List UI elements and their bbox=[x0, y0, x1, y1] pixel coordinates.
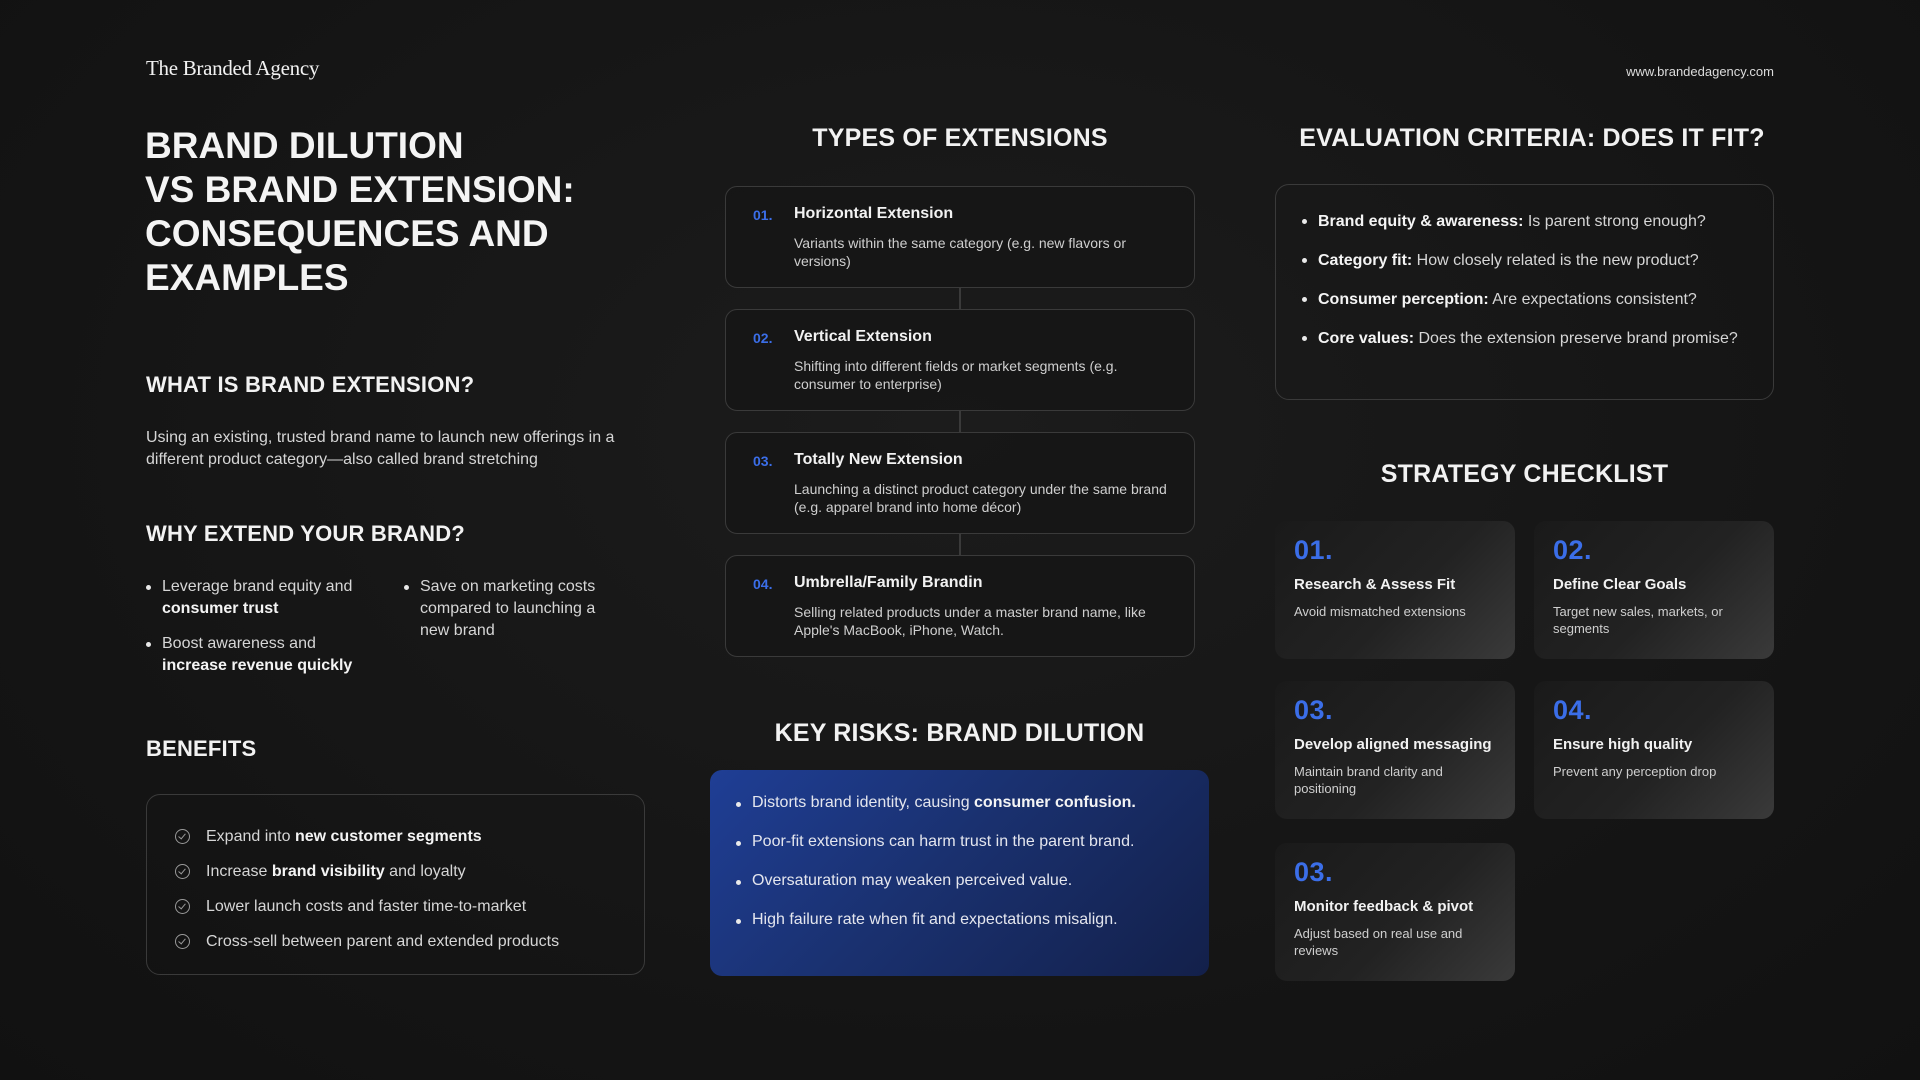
step-desc: Target new sales, markets, or segments bbox=[1553, 604, 1723, 636]
extension-card-horizontal bbox=[725, 186, 1195, 288]
list-item: Save on marketing costs compared to launching a new brand bbox=[404, 576, 624, 642]
list-item: Distorts brand identity, causing consumer confusion. bbox=[736, 794, 1209, 833]
extension-title: Totally New Extension bbox=[794, 451, 963, 468]
checklist-heading: STRATEGY CHECKLIST bbox=[1380, 460, 1669, 488]
step-desc: Adjust based on real use and reviews bbox=[1294, 926, 1463, 958]
checklist-card bbox=[1534, 681, 1774, 819]
check-circle-icon bbox=[175, 934, 190, 949]
list-item: Poor-fit extensions can harm trust in the parent brand. bbox=[736, 833, 1209, 872]
checklist-card bbox=[1275, 521, 1515, 659]
list-item: Oversaturation may weaken perceived value. bbox=[736, 872, 1209, 911]
benefit-item: Increase brand visibility and loyalty bbox=[175, 854, 644, 889]
what-body: Using an existing, trusted brand name to launch new offerings in a different product category—also called brand stretching bbox=[146, 429, 615, 468]
title-line: CONSEQUENCES AND bbox=[145, 213, 549, 254]
check-circle-icon bbox=[175, 899, 190, 914]
step-number: 02. bbox=[1553, 535, 1593, 565]
benefit-item: Expand into new customer segments bbox=[175, 819, 644, 854]
list-item: Brand equity & awareness: Is parent strong enough? bbox=[1302, 211, 1743, 233]
extension-card-umbrella bbox=[725, 555, 1195, 657]
extension-number: 01. bbox=[753, 207, 773, 223]
risks-box bbox=[710, 770, 1209, 976]
extension-title: Umbrella/Family Brandin bbox=[794, 574, 983, 591]
brand-logo: The Branded Agency bbox=[146, 56, 320, 80]
step-desc: Maintain brand clarity and positioning bbox=[1294, 764, 1443, 796]
card-connector bbox=[959, 288, 961, 309]
evaluation-heading: EVALUATION CRITERIA: DOES IT FIT? bbox=[1299, 124, 1765, 152]
evaluation-box bbox=[1275, 184, 1774, 400]
step-number: 01. bbox=[1294, 535, 1334, 565]
page-title bbox=[145, 124, 665, 300]
extension-number: 02. bbox=[753, 330, 773, 346]
card-connector bbox=[959, 411, 961, 432]
why-list-left bbox=[146, 576, 376, 690]
title-line: BRAND DILUTION bbox=[145, 125, 464, 166]
benefits-box bbox=[146, 794, 645, 975]
title-line: VS BRAND EXTENSION: bbox=[145, 169, 575, 210]
types-heading: TYPES OF EXTENSIONS bbox=[812, 124, 1108, 152]
checklist-card bbox=[1534, 521, 1774, 659]
step-title: Research & Assess Fit bbox=[1294, 576, 1456, 593]
step-number: 04. bbox=[1553, 695, 1593, 725]
risks-list bbox=[736, 794, 1209, 950]
list-item: Leverage brand equity and consumer trust bbox=[146, 576, 376, 620]
list-item: Core values: Does the extension preserve brand promise? bbox=[1302, 328, 1743, 350]
step-number: 03. bbox=[1294, 857, 1334, 887]
step-desc: Avoid mismatched extensions bbox=[1294, 604, 1466, 619]
extension-desc: Launching a distinct product category under the same brand (e.g. apparel brand into home décor) bbox=[794, 481, 1167, 515]
extension-card-vertical bbox=[725, 309, 1195, 411]
checklist-card bbox=[1275, 843, 1515, 981]
list-item: Category fit: How closely related is the new product? bbox=[1302, 250, 1743, 272]
step-title: Define Clear Goals bbox=[1553, 576, 1687, 593]
step-desc: Prevent any perception drop bbox=[1553, 764, 1717, 779]
step-title: Ensure high quality bbox=[1553, 736, 1693, 753]
extension-number: 03. bbox=[753, 453, 773, 469]
extension-desc: Selling related products under a master brand name, like Apple's MacBook, iPhone, Watch. bbox=[794, 604, 1146, 638]
title-line: EXAMPLES bbox=[145, 257, 349, 298]
extension-title: Vertical Extension bbox=[794, 328, 932, 345]
evaluation-list bbox=[1302, 211, 1743, 350]
why-heading: WHY EXTEND YOUR BRAND? bbox=[146, 521, 465, 546]
checklist-card bbox=[1275, 681, 1515, 819]
list-item: High failure rate when fit and expectations misalign. bbox=[736, 911, 1209, 950]
extension-desc: Variants within the same category (e.g. new flavors or versions) bbox=[794, 235, 1127, 269]
website-url[interactable]: www.brandedagency.com bbox=[1626, 64, 1774, 79]
benefits-heading: BENEFITS bbox=[146, 736, 257, 761]
what-heading: WHAT IS BRAND EXTENSION? bbox=[146, 372, 475, 397]
card-connector bbox=[959, 534, 961, 555]
extension-number: 04. bbox=[753, 576, 773, 592]
step-number: 03. bbox=[1294, 695, 1334, 725]
extension-card-totally-new bbox=[725, 432, 1195, 534]
list-item: Consumer perception: Are expectations consistent? bbox=[1302, 289, 1743, 311]
benefit-item: Cross-sell between parent and extended products bbox=[175, 924, 644, 959]
step-title: Develop aligned messaging bbox=[1294, 736, 1492, 753]
benefit-item: Lower launch costs and faster time-to-market bbox=[175, 889, 644, 924]
step-title: Monitor feedback & pivot bbox=[1294, 898, 1474, 915]
extension-desc: Shifting into different fields or market segments (e.g. consumer to enterprise) bbox=[794, 358, 1118, 392]
list-item: Boost awareness and increase revenue quickly bbox=[146, 633, 376, 677]
risks-heading: KEY RISKS: BRAND DILUTION bbox=[774, 719, 1145, 747]
why-list-right bbox=[404, 576, 624, 655]
check-circle-icon bbox=[175, 864, 190, 879]
check-circle-icon bbox=[175, 829, 190, 844]
extension-title: Horizontal Extension bbox=[794, 205, 954, 222]
